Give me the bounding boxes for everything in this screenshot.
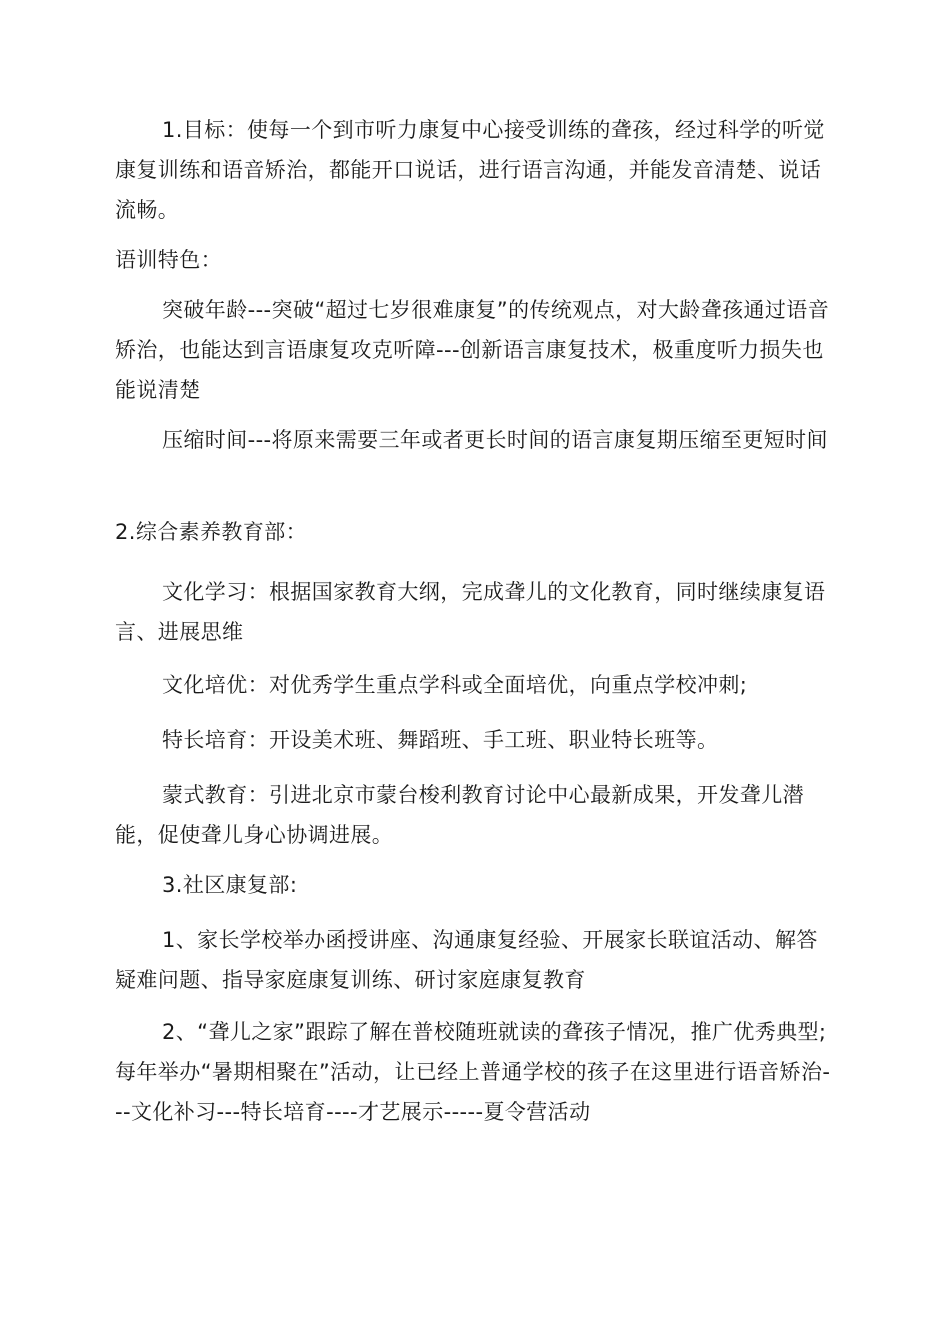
paragraph-montessori: 蒙式教育：引进北京市蒙台梭利教育讨论中心最新成果，开发聋儿潜能，促使聋儿身心协调进展。	[115, 783, 804, 847]
paragraph-parent-school: 1、家长学校举办函授讲座、沟通康复经验、开展家长联谊活动、解答疑难问题、指导家庭康复训练、研讨家庭康复教育	[115, 928, 818, 992]
paragraph-compress-time: 压缩时间---将原来需要三年或者更长时间的语言康复期压缩至更短时间	[162, 428, 828, 452]
paragraph-culture-excellence: 文化培优：对优秀学生重点学科或全面培优，向重点学校冲刺;	[162, 673, 748, 697]
heading-training-features: 语训特色：	[115, 248, 222, 272]
paragraph-culture-study: 文化学习：根据国家教育大纲，完成聋儿的文化教育，同时继续康复语言、进展思维	[115, 580, 826, 644]
paragraph-deaf-home: 2、“聋儿之家”跟踪了解在普校随班就读的聋孩子情况，推广优秀典型;每年举办“暑期相聚在”活动，让已经上普通学校的孩子在这里进行语音矫治---文化补习---特长培育----才艺展示-----夏令营活动	[115, 1020, 831, 1124]
paragraph-age-breakthrough: 突破年龄---突破“超过七岁很难康复”的传统观点，对大龄聋孩通过语音矫治，也能达到言语康复攻克听障---创新语言康复技术，极重度听力损失也能说清楚	[115, 298, 830, 402]
paragraph-talent-training: 特长培育：开设美术班、舞蹈班、手工班、职业特长班等。	[162, 728, 719, 752]
paragraph-goal: 1.目标：使每一个到市听力康复中心接受训练的聋孩，经过科学的听觉康复训练和语音矫治，都能开口说话，进行语言沟通，并能发音清楚、说话流畅。	[115, 118, 825, 222]
heading-community-rehab: 3.社区康复部:	[162, 873, 298, 897]
heading-comprehensive-education: 2.综合素养教育部：	[115, 520, 308, 544]
